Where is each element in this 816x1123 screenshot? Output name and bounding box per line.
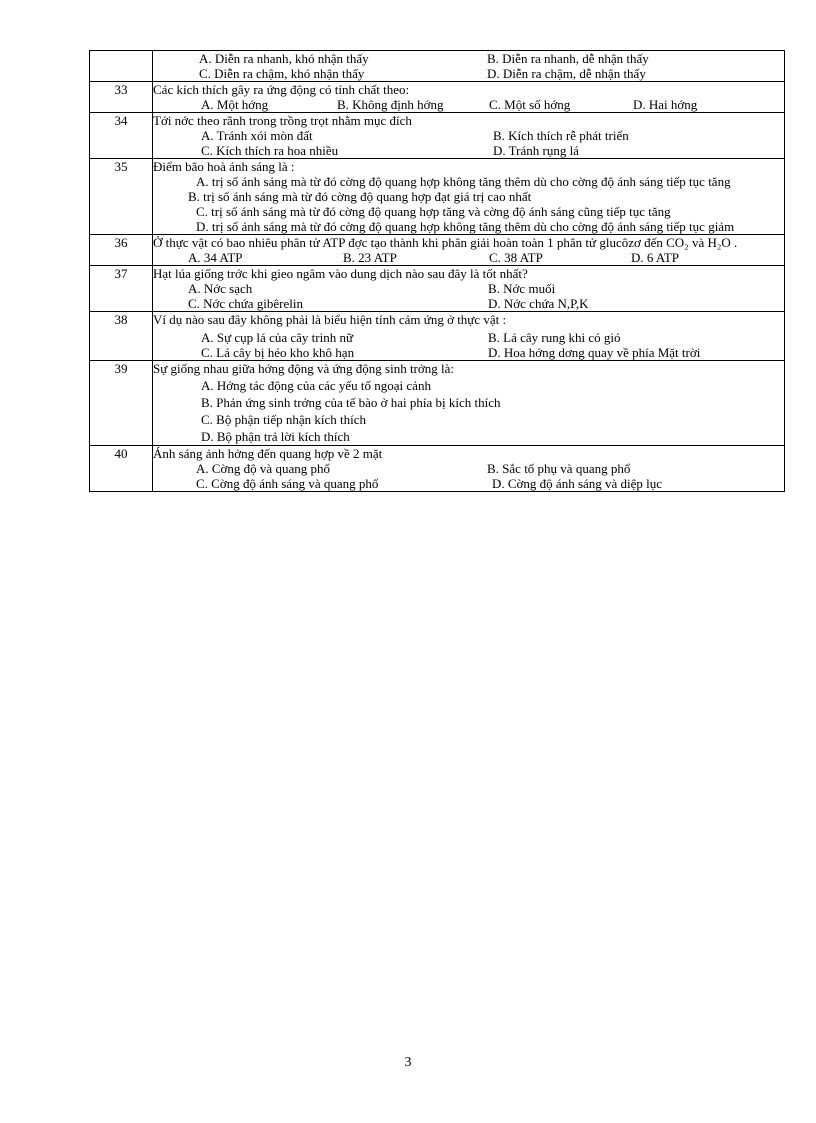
option-c: C. Cờng độ ánh sáng và quang phổ xyxy=(196,476,379,491)
question-row xyxy=(90,235,785,266)
option-c: C. Bộ phận tiếp nhận kích thích xyxy=(201,412,367,427)
option-b: B. Không định hớng xyxy=(337,97,444,112)
question-body xyxy=(153,82,785,113)
question-number: 34 xyxy=(90,113,153,159)
question-body xyxy=(153,266,785,312)
option-row xyxy=(153,330,784,345)
question-stem: Tới nớc theo rãnh trong trồng trọt nhằm mục đích xyxy=(153,113,412,128)
option-a: A. Hớng tác động của các yếu tố ngoại cảnh xyxy=(201,378,431,393)
option-d: D. Nớc chứa N,P,K xyxy=(488,296,589,311)
option-a: A. Một hớng xyxy=(201,97,269,112)
option-row xyxy=(153,143,784,158)
option-b: B. Phản ứng sinh trởng của tế bào ở hai phía bị kích thích xyxy=(201,395,501,410)
option-row xyxy=(153,461,784,476)
option-a: A. Tránh xói mòn đất xyxy=(201,128,313,143)
option-c: C. Một số hớng xyxy=(489,97,571,112)
question-stem: Ánh sáng ảnh hởng đến quang hợp về 2 mặt xyxy=(153,446,383,461)
option-a: A. 34 ATP xyxy=(188,250,243,265)
question-row xyxy=(90,82,785,113)
question-number xyxy=(90,51,153,82)
option-d: D. trị số ánh sáng mà từ đó cờng độ quang hợp không tăng thêm dù cho cờng độ ánh sáng tiếp tục giảm xyxy=(196,219,735,234)
question-row xyxy=(90,312,785,361)
option-b: B. 23 ATP xyxy=(343,250,397,265)
question-row xyxy=(90,361,785,446)
question-body xyxy=(153,446,785,492)
option-a: A. trị số ánh sáng mà từ đó cờng độ quang hợp không tăng thêm dù cho cờng độ ánh sáng tiếp tục tăng xyxy=(196,174,731,189)
question-row xyxy=(90,266,785,312)
question-body xyxy=(153,235,785,266)
question-body xyxy=(153,159,785,235)
option-row xyxy=(153,476,784,491)
option-d: D. Diễn ra chậm, dễ nhận thấy xyxy=(487,66,646,81)
option-c: C. Nớc chứa gibêrelin xyxy=(188,296,303,311)
option-row xyxy=(153,128,784,143)
option-d: D. Hoa hớng dơng quay về phía Mặt trời xyxy=(488,345,701,360)
question-number: 36 xyxy=(90,235,153,266)
question-number: 33 xyxy=(90,82,153,113)
question-row xyxy=(90,159,785,235)
option-a: A. Diễn ra nhanh, khó nhận thấy xyxy=(199,51,369,66)
option-d: D. Cờng độ ánh sáng và diệp lục xyxy=(492,476,663,491)
page-number: 3 xyxy=(404,1055,412,1070)
option-row xyxy=(153,97,784,112)
option-b: B. Diễn ra nhanh, dễ nhận thấy xyxy=(487,51,649,66)
option-a: A. Sự cụp lá của cây trinh nữ xyxy=(201,330,353,345)
question-stem: Các kích thích gây ra ứng động có tính chất theo: xyxy=(153,82,410,97)
question-row xyxy=(90,113,785,159)
option-d: D. Tránh rụng lá xyxy=(493,143,579,158)
question-body xyxy=(153,51,785,82)
option-b: B. Kích thích rễ phát triển xyxy=(493,128,629,143)
question-body xyxy=(153,312,785,361)
question-row xyxy=(90,446,785,492)
option-c: C. 38 ATP xyxy=(489,250,543,265)
question-body xyxy=(153,361,785,446)
option-row xyxy=(153,51,784,66)
option-b: B. Sắc tố phụ và quang phổ xyxy=(487,461,631,476)
question-stem: Sự giống nhau giữa hớng động và ứng động sinh trởng là: xyxy=(153,361,455,376)
option-b: B. trị số ánh sáng mà từ đó cờng độ quang hợp đạt giá trị cao nhất xyxy=(188,189,532,204)
question-row xyxy=(90,51,785,82)
question-stem: Hạt lúa giống trớc khi gieo ngâm vào dung dịch nào sau đây là tốt nhất? xyxy=(153,266,528,281)
option-row xyxy=(153,281,784,296)
question-stem: Điểm bão hoà ánh sáng là : xyxy=(153,159,295,174)
option-c: C. Lá cây bị héo kho khô hạn xyxy=(201,345,355,360)
option-a: A. Nớc sạch xyxy=(188,281,253,296)
option-a: A. Cờng độ và quang phổ xyxy=(196,461,330,476)
option-row xyxy=(153,296,784,311)
option-b: B. Lá cây rung khi có gió xyxy=(488,330,621,345)
option-row xyxy=(153,345,784,360)
question-number: 38 xyxy=(90,312,153,361)
option-row xyxy=(153,250,784,265)
question-body xyxy=(153,113,785,159)
question-stem: Ví dụ nào sau đây không phải là biểu hiện tính cảm ứng ở thực vật : xyxy=(153,312,507,327)
question-stem: Ở thực vật có bao nhiêu phân tử ATP đợc tạo thành khi phân giải hoàn toàn 1 phân tử glucôzơ đến CO₂ và H₂O . xyxy=(153,235,738,250)
option-b: B. Nớc muối xyxy=(488,281,556,296)
option-row xyxy=(153,66,784,81)
option-d: D. Bộ phận trả lời kích thích xyxy=(201,429,350,444)
question-number: 37 xyxy=(90,266,153,312)
option-c: C. Diễn ra chậm, khó nhận thấy xyxy=(199,66,365,81)
question-table xyxy=(89,50,785,492)
question-number: 40 xyxy=(90,446,153,492)
question-number: 39 xyxy=(90,361,153,446)
option-d: D. Hai hớng xyxy=(633,97,698,112)
option-d: D. 6 ATP xyxy=(631,250,680,265)
option-c: C. trị số ánh sáng mà từ đó cờng độ quang hợp tăng và cờng độ ánh sáng cũng tiếp tục tăng xyxy=(196,204,671,219)
question-number: 35 xyxy=(90,159,153,235)
option-c: C. Kích thích ra hoa nhiều xyxy=(201,143,339,158)
